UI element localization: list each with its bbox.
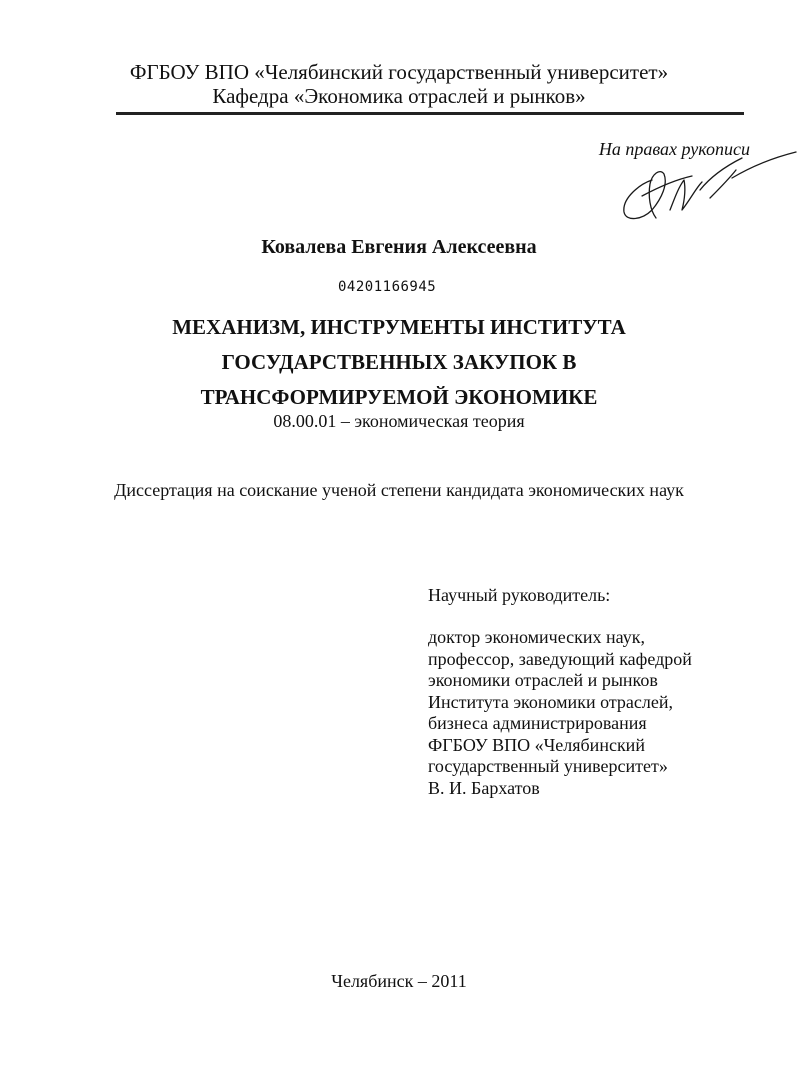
supervisor-line: экономики отраслей и рынков (428, 670, 658, 690)
title-line: ТРАНСФОРМИРУЕМОЙ ЭКОНОМИКЕ (200, 385, 598, 409)
supervisor-line: доктор экономических наук, (428, 627, 645, 647)
thesis-title (0, 310, 798, 415)
title-line: МЕХАНИЗМ, ИНСТРУМЕНТЫ ИНСТИТУТА (172, 315, 626, 339)
signature-icon (612, 140, 798, 240)
supervisor-details (428, 627, 692, 799)
city-year: Челябинск – 2011 (331, 971, 467, 991)
header-divider (116, 112, 744, 115)
supervisor-line: государственный университет» (428, 756, 668, 776)
supervisor-line: Института экономики отраслей, (428, 691, 674, 712)
specialty: 08.00.01 – экономическая теория (273, 411, 525, 431)
supervisor-label: Научный руководитель: (428, 585, 611, 605)
organization-name: ФГБОУ ВПО «Челябинский государственный университет» (129, 60, 669, 84)
thesis-type: Диссертация на соискание ученой степени кандидата экономических наук (114, 480, 684, 500)
document-code: 04201166945 (338, 279, 437, 295)
supervisor-line: ФГБОУ ВПО «Челябинский (428, 734, 645, 755)
supervisor-line: профессор, заведующий кафедрой (428, 648, 692, 669)
manuscript-rights-note: На правах рукописи (598, 139, 750, 159)
title-line: ГОСУДАРСТВЕННЫХ ЗАКУПОК В (221, 350, 577, 374)
supervisor-line: бизнеса администрирования (428, 713, 647, 733)
author-name: Ковалева Евгения Алексеевна (261, 236, 537, 258)
supervisor-name: В. И. Бархатов (428, 777, 540, 798)
department-name: Кафедра «Экономика отраслей и рынков» (212, 84, 586, 108)
